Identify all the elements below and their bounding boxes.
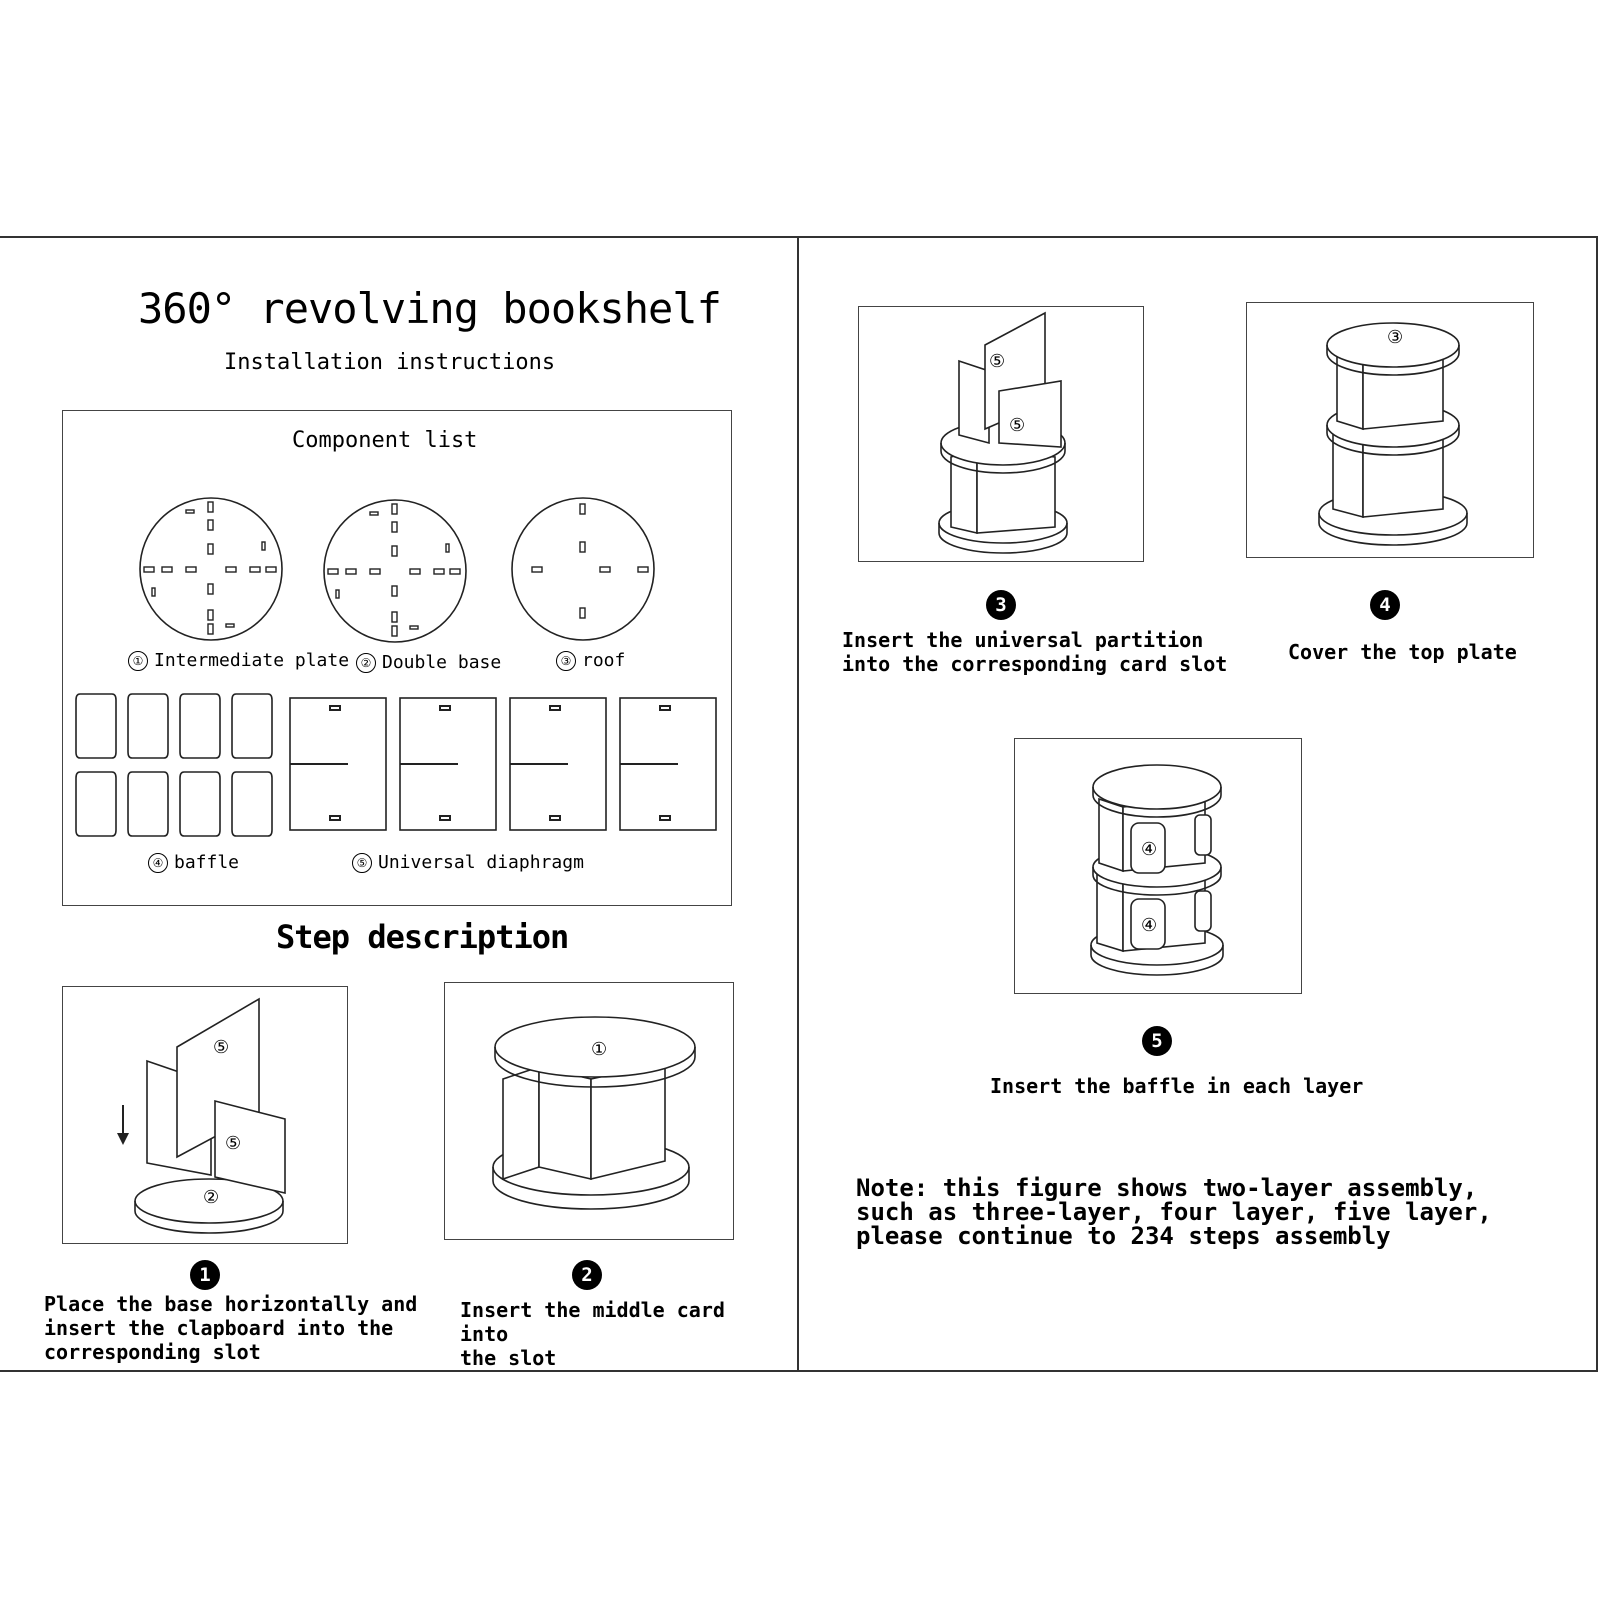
part-number-3: ③ [556,651,576,671]
double-base-drawing [322,498,468,644]
page-divider [797,236,799,1370]
step-description-heading: Step description [276,918,569,956]
step-1-figure [62,986,348,1244]
part-number-1: ① [128,651,148,671]
roof-drawing [510,496,656,642]
component-label-intermediate: ① Intermediate plate [128,650,349,671]
baffle-drawings [76,688,276,844]
step-2-caption: Insert the middle card into the slot [460,1298,725,1370]
component-label-roof: ③ roof [556,650,625,671]
component-label-double-base: ② Double base [356,652,501,673]
step-4-badge: 4 [1370,590,1400,620]
step-1-part-label: ⑤ [225,1133,242,1154]
document-title: 360° revolving bookshelf [138,284,721,333]
component-list-heading: Component list [292,428,478,453]
step-5-figure [1014,738,1302,994]
step-5-part-label: ④ [1141,839,1158,860]
assembly-note: Note: this figure shows two-layer assembly, such as three-layer, four layer, five layer, please continue to 234 steps assembly [856,1174,1492,1250]
step-1-caption: Place the base horizontally and insert the clapboard into the corresponding slot [44,1292,418,1364]
step-3-part-label: ⑤ [989,351,1006,372]
step-3-figure [858,306,1144,562]
step-1-part-label: ⑤ [213,1037,230,1058]
step-4-caption: Cover the top plate [1288,640,1517,664]
part-number-2: ② [356,653,376,673]
step-3-part-label: ⑤ [1009,415,1026,436]
step-2-figure [444,982,734,1240]
component-label-baffle: ④ baffle [148,852,239,873]
step-5-caption: Insert the baffle in each layer [990,1074,1364,1098]
step-5-badge: 5 [1142,1026,1172,1056]
part-number-5: ⑤ [352,853,372,873]
step-2-part-label: ① [591,1039,608,1060]
step-1-part-label: ② [203,1187,220,1208]
step-4-figure [1246,302,1534,558]
step-3-badge: 3 [986,590,1016,620]
step-3-caption: Insert the universal partition into the corresponding card slot [842,628,1228,676]
step-5-part-label: ④ [1141,915,1158,936]
step-2-badge: 2 [572,1260,602,1290]
diaphragm-drawings [288,696,718,834]
document-subtitle: Installation instructions [224,350,556,375]
component-label-diaphragm: ⑤ Universal diaphragm [352,852,584,873]
intermediate-plate-drawing [138,496,284,642]
step-1-badge: 1 [190,1260,220,1290]
step-4-part-label: ③ [1387,327,1404,348]
part-number-4: ④ [148,853,168,873]
